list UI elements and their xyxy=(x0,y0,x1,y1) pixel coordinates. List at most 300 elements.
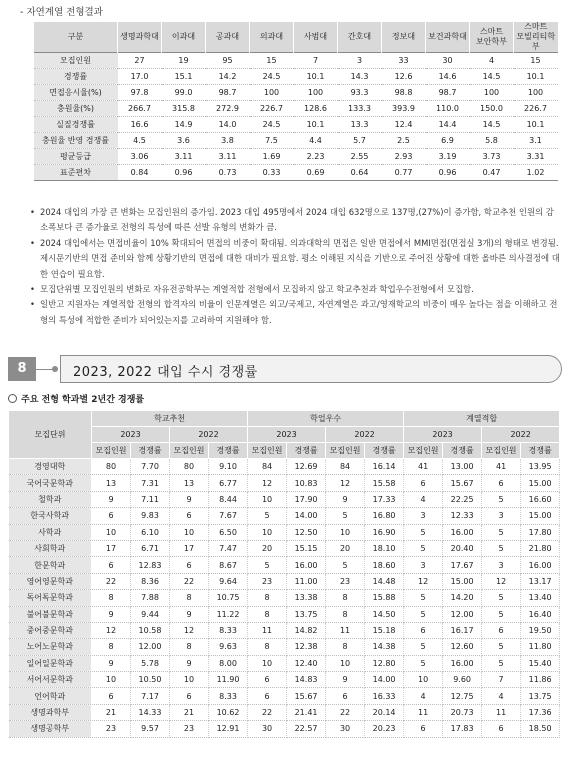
table-cell: 7 xyxy=(482,672,521,688)
table-cell: 13.40 xyxy=(521,590,560,606)
table-row xyxy=(9,491,560,507)
table-cell: 14.5 xyxy=(470,69,514,85)
table-cell: 98.7 xyxy=(426,85,470,101)
table-row xyxy=(34,149,558,165)
table-cell: 15 xyxy=(250,53,294,69)
table-cell: 16.00 xyxy=(443,655,482,671)
table-cell: 18.60 xyxy=(365,557,404,573)
table-cell: 17.0 xyxy=(118,69,162,85)
table-cell: 14.0 xyxy=(206,117,250,133)
table-row xyxy=(9,524,560,540)
table-cell: 12 xyxy=(170,622,209,638)
table-cell: 10.83 xyxy=(287,475,326,491)
notes-list xyxy=(30,205,560,328)
table-cell: 12 xyxy=(482,573,521,589)
year-header-row xyxy=(9,427,560,443)
table-cell: 14.82 xyxy=(287,622,326,638)
table-cell: 6.77 xyxy=(209,475,248,491)
table-cell: 11.80 xyxy=(521,639,560,655)
row-label: 한문학과 xyxy=(9,557,92,573)
table-cell: 13 xyxy=(170,475,209,491)
subcol-header: 경쟁률 xyxy=(521,443,560,459)
table-cell: 33 xyxy=(382,53,426,69)
table-cell: 16.90 xyxy=(365,524,404,540)
column-header: 공과대 xyxy=(206,22,250,53)
row-label: 국어국문학과 xyxy=(9,475,92,491)
row-label: 사학과 xyxy=(9,524,92,540)
table-cell: 97.8 xyxy=(118,85,162,101)
subheading-text: 주요 전형 학과별 2년간 경쟁률 xyxy=(21,395,145,405)
table-cell: 10.1 xyxy=(514,69,558,85)
subcol-header-row xyxy=(9,443,560,459)
table-cell: 6 xyxy=(170,557,209,573)
table-cell: 13.00 xyxy=(443,459,482,475)
table-cell: 5 xyxy=(404,639,443,655)
table-cell: 8 xyxy=(170,590,209,606)
table-cell: 14.3 xyxy=(338,69,382,85)
table-cell: 19 xyxy=(162,53,206,69)
table-cell: 2.23 xyxy=(294,149,338,165)
table-cell: 8.00 xyxy=(209,655,248,671)
table-cell: 7.88 xyxy=(131,590,170,606)
column-header: 간호대 xyxy=(338,22,382,53)
table-cell: 7.17 xyxy=(131,688,170,704)
table-cell: 0.84 xyxy=(118,165,162,181)
table-cell: 9.10 xyxy=(209,459,248,475)
table-cell: 5 xyxy=(482,540,521,556)
table-row xyxy=(34,69,558,85)
table-cell: 5 xyxy=(248,557,287,573)
table-cell: 18.10 xyxy=(365,540,404,556)
row-label: 노어노문학과 xyxy=(9,639,92,655)
subcol-header: 경쟁률 xyxy=(131,443,170,459)
banner-dot-icon xyxy=(52,366,58,372)
table-cell: 13.3 xyxy=(338,117,382,133)
table-cell: 3.8 xyxy=(206,133,250,149)
subcol-header: 경쟁률 xyxy=(365,443,404,459)
table-cell: 150.0 xyxy=(470,101,514,117)
table-cell: 23 xyxy=(170,721,209,737)
circle-bullet-icon xyxy=(8,394,17,403)
table-cell: 30 xyxy=(426,53,470,69)
table-cell: 4.5 xyxy=(118,133,162,149)
table-cell: 8 xyxy=(248,639,287,655)
table-cell: 5 xyxy=(404,590,443,606)
table-cell: 5 xyxy=(482,606,521,622)
note-item xyxy=(30,282,560,297)
table-cell: 3 xyxy=(404,557,443,573)
table-cell: 15.1 xyxy=(162,69,206,85)
table-cell: 8.36 xyxy=(131,573,170,589)
table-cell: 22 xyxy=(326,704,365,720)
table-cell: 13 xyxy=(92,475,131,491)
table-cell: 266.7 xyxy=(118,101,162,117)
table-cell: 9.83 xyxy=(131,508,170,524)
table-cell: 15.00 xyxy=(521,508,560,524)
table-cell: 11 xyxy=(248,622,287,638)
year-header: 2022 xyxy=(326,427,404,443)
table-cell: 16.00 xyxy=(443,524,482,540)
table-row xyxy=(34,165,558,181)
table-cell: 14.5 xyxy=(470,117,514,133)
table-cell: 5 xyxy=(404,524,443,540)
table-cell: 10.1 xyxy=(514,117,558,133)
table-cell: 20.14 xyxy=(365,704,404,720)
table-cell: 3.31 xyxy=(514,149,558,165)
row-label: 실질경쟁률 xyxy=(34,117,118,133)
table-cell: 11.22 xyxy=(209,606,248,622)
table-cell: 15.67 xyxy=(287,688,326,704)
table-cell: 21.41 xyxy=(287,704,326,720)
section-heading: - 자연계열 전형결과 xyxy=(20,7,103,18)
table-cell: 2.55 xyxy=(338,149,382,165)
section-banner xyxy=(8,355,560,383)
table-cell: 16.40 xyxy=(521,606,560,622)
banner-box xyxy=(60,355,562,383)
table-cell: 3.19 xyxy=(426,149,470,165)
table-cell: 7.70 xyxy=(131,459,170,475)
table-cell: 5 xyxy=(482,524,521,540)
table-cell: 8.33 xyxy=(209,688,248,704)
subcol-header: 모집인원 xyxy=(170,443,209,459)
table-cell: 9.60 xyxy=(443,672,482,688)
table-cell: 19.50 xyxy=(521,622,560,638)
table-cell: 6 xyxy=(482,622,521,638)
table-cell: 23 xyxy=(248,573,287,589)
admission-results-table xyxy=(33,22,558,181)
note-item xyxy=(30,297,560,328)
table-cell: 10.75 xyxy=(209,590,248,606)
table-cell: 1.02 xyxy=(514,165,558,181)
table-cell: 100 xyxy=(514,85,558,101)
year-header: 2022 xyxy=(482,427,560,443)
table-cell: 5.78 xyxy=(131,655,170,671)
table-cell: 8 xyxy=(92,590,131,606)
note-text: 2024 대입의 가장 큰 변화는 모집인원의 증가임. 2023 대입 495명에서 2024 대입 632명으로 137명,(27%)이 증가함, 학교추천 인원의 감소폭보다 큰 증가율로 전형의 특성에 따른 선발 유형의 변화가 큼. xyxy=(40,207,554,233)
table-cell: 4 xyxy=(404,688,443,704)
table-row xyxy=(34,117,558,133)
table-cell: 10.1 xyxy=(294,69,338,85)
table-cell: 4 xyxy=(470,53,514,69)
table-cell: 15.67 xyxy=(443,475,482,491)
table-cell: 10.62 xyxy=(209,704,248,720)
row-label: 한국사학과 xyxy=(9,508,92,524)
table-cell: 6 xyxy=(404,721,443,737)
table-cell: 13.75 xyxy=(287,606,326,622)
note-item xyxy=(30,205,560,236)
table-cell: 10 xyxy=(170,524,209,540)
table-cell: 3 xyxy=(338,53,382,69)
table-cell: 3 xyxy=(482,508,521,524)
table-cell: 5 xyxy=(404,606,443,622)
table-row xyxy=(9,540,560,556)
table-cell: 2.5 xyxy=(382,133,426,149)
row-label: 경영대학 xyxy=(9,459,92,475)
table-cell: 5 xyxy=(482,655,521,671)
table-cell: 12.33 xyxy=(443,508,482,524)
row-label: 모집인원 xyxy=(34,53,118,69)
table-cell: 9 xyxy=(326,491,365,507)
table-cell: 9.63 xyxy=(209,639,248,655)
table-cell: 14.50 xyxy=(365,606,404,622)
table-cell: 16.80 xyxy=(365,508,404,524)
table-cell: 8.44 xyxy=(209,491,248,507)
table-cell: 98.7 xyxy=(206,85,250,101)
table-cell: 10 xyxy=(326,655,365,671)
table-cell: 7.11 xyxy=(131,491,170,507)
table-cell: 5 xyxy=(482,639,521,655)
table-cell: 5 xyxy=(404,540,443,556)
table-cell: 0.69 xyxy=(294,165,338,181)
table-cell: 20.40 xyxy=(443,540,482,556)
table-cell: 8.67 xyxy=(209,557,248,573)
table-cell: 6 xyxy=(92,688,131,704)
table-cell: 20.23 xyxy=(365,721,404,737)
table-cell: 15 xyxy=(514,53,558,69)
table-cell: 5 xyxy=(482,491,521,507)
table-cell: 16.17 xyxy=(443,622,482,638)
table-cell: 0.96 xyxy=(162,165,206,181)
row-label: 표준편차 xyxy=(34,165,118,181)
table-cell: 8 xyxy=(248,590,287,606)
table-cell: 9 xyxy=(92,606,131,622)
subcol-header: 모집인원 xyxy=(404,443,443,459)
table-row xyxy=(9,655,560,671)
row-label: 경쟁률 xyxy=(34,69,118,85)
group-header: 학업우수 xyxy=(248,411,404,427)
table-cell: 4 xyxy=(482,688,521,704)
table-cell: 10.58 xyxy=(131,622,170,638)
section-title: 2023, 2022 대입 수시 경쟁률 xyxy=(73,365,258,380)
note-text: 2024 대입에서는 면접비율이 10% 확대되어 면접의 비중이 확대됨. 의과대학의 면접은 일반 면접에서 MMI면접(면접실 3개)의 형태로 변경됨. 제시문기반의 면접 준비와 함께 상황기반의 면접에 대한 대비가 필요함. 평소 이해된 지식을 기반으로 주어진 상황에 대한 올바른 의사결정에 대한 연습이 필요함. xyxy=(40,237,560,279)
table-cell: 6.10 xyxy=(131,524,170,540)
table-cell: 10 xyxy=(170,672,209,688)
table-cell: 22.25 xyxy=(443,491,482,507)
table-cell: 8 xyxy=(248,606,287,622)
row-label: 불어불문학과 xyxy=(9,606,92,622)
table-cell: 133.3 xyxy=(338,101,382,117)
row-label: 언어학과 xyxy=(9,688,92,704)
table-cell: 15.58 xyxy=(365,475,404,491)
table-cell: 17.33 xyxy=(365,491,404,507)
table-cell: 0.96 xyxy=(426,165,470,181)
table-cell: 3.6 xyxy=(162,133,206,149)
table-cell: 80 xyxy=(170,459,209,475)
table-cell: 8 xyxy=(326,590,365,606)
table-cell: 21 xyxy=(170,704,209,720)
row-label: 평균등급 xyxy=(34,149,118,165)
table-cell: 12 xyxy=(248,475,287,491)
table-cell: 10 xyxy=(248,655,287,671)
table-cell: 100 xyxy=(294,85,338,101)
table-cell: 3.73 xyxy=(470,149,514,165)
table-cell: 27 xyxy=(118,53,162,69)
table-row xyxy=(34,85,558,101)
year-header: 2023 xyxy=(248,427,326,443)
table-cell: 11 xyxy=(482,704,521,720)
table-cell: 14.20 xyxy=(443,590,482,606)
table-cell: 12.4 xyxy=(382,117,426,133)
table-cell: 14.38 xyxy=(365,639,404,655)
table-cell: 12.69 xyxy=(287,459,326,475)
table-cell: 9 xyxy=(170,491,209,507)
table-cell: 5 xyxy=(404,655,443,671)
table-row xyxy=(9,590,560,606)
competition-rate-table xyxy=(8,410,560,738)
table-cell: 11.90 xyxy=(209,672,248,688)
table-cell: 10 xyxy=(326,524,365,540)
table-cell: 12.38 xyxy=(287,639,326,655)
table-cell: 30 xyxy=(248,721,287,737)
table-cell: 3 xyxy=(404,508,443,524)
table-cell: 16.60 xyxy=(521,491,560,507)
table-cell: 0.47 xyxy=(470,165,514,181)
column-header: 보건과학대 xyxy=(426,22,470,53)
column-header: 정보대 xyxy=(382,22,426,53)
row-label: 생명공학부 xyxy=(9,721,92,737)
table-cell: 10 xyxy=(92,672,131,688)
table-cell: 21 xyxy=(92,704,131,720)
table-cell: 1.69 xyxy=(250,149,294,165)
table-row xyxy=(34,133,558,149)
table-cell: 6 xyxy=(170,688,209,704)
table-cell: 128.6 xyxy=(294,101,338,117)
table-cell: 15.18 xyxy=(365,622,404,638)
row-label: 면접응시율(%) xyxy=(34,85,118,101)
table-cell: 22 xyxy=(92,573,131,589)
table-cell: 3.11 xyxy=(162,149,206,165)
table-cell: 21.80 xyxy=(521,540,560,556)
table-row xyxy=(9,704,560,720)
table-cell: 23 xyxy=(92,721,131,737)
table-cell: 100 xyxy=(250,85,294,101)
table-cell: 22 xyxy=(248,704,287,720)
row-label: 철학과 xyxy=(9,491,92,507)
table-cell: 7.5 xyxy=(250,133,294,149)
table-row xyxy=(34,53,558,69)
note-item xyxy=(30,236,560,282)
section-number: 8 xyxy=(8,357,36,381)
table-cell: 9 xyxy=(326,672,365,688)
table-cell: 14.4 xyxy=(426,117,470,133)
table-cell: 20 xyxy=(248,540,287,556)
subcol-header: 모집인원 xyxy=(92,443,131,459)
table-cell: 22.57 xyxy=(287,721,326,737)
table-cell: 12.6 xyxy=(382,69,426,85)
row-label: 서어서문학과 xyxy=(9,672,92,688)
group-header: 계열적합 xyxy=(404,411,560,427)
row-label: 사회학과 xyxy=(9,540,92,556)
bullet-icon: • xyxy=(30,207,35,217)
table-cell: 14.00 xyxy=(365,672,404,688)
table-cell: 10 xyxy=(404,672,443,688)
table-cell: 5 xyxy=(326,557,365,573)
table-cell: 9 xyxy=(170,606,209,622)
table-cell: 13.95 xyxy=(521,459,560,475)
table-cell: 11 xyxy=(404,704,443,720)
subcol-header: 모집인원 xyxy=(248,443,287,459)
table-cell: 17.80 xyxy=(521,524,560,540)
table-row xyxy=(9,459,560,475)
table-cell: 12.83 xyxy=(131,557,170,573)
table-cell: 84 xyxy=(326,459,365,475)
table-cell: 8 xyxy=(326,606,365,622)
table-cell: 15.00 xyxy=(521,475,560,491)
table-cell: 10.50 xyxy=(131,672,170,688)
table-cell: 0.77 xyxy=(382,165,426,181)
table-cell: 13.75 xyxy=(521,688,560,704)
table-cell: 17.83 xyxy=(443,721,482,737)
table-cell: 24.5 xyxy=(250,117,294,133)
table-cell: 22 xyxy=(170,573,209,589)
table-cell: 0.64 xyxy=(338,165,382,181)
table-cell: 41 xyxy=(404,459,443,475)
table-cell: 14.48 xyxy=(365,573,404,589)
table-cell: 17.36 xyxy=(521,704,560,720)
group-header-row xyxy=(9,411,560,427)
column-header: 생명과학대 xyxy=(118,22,162,53)
bullet-icon: • xyxy=(30,299,35,310)
table-cell: 6 xyxy=(92,557,131,573)
table-cell: 7 xyxy=(294,53,338,69)
table-row xyxy=(9,573,560,589)
note-text: 모집단위별 모집인원의 변화로 자유전공학부는 계열적합 전형에서 모집하지 않고 학교추천과 학업우수전형에서 모집함. xyxy=(40,284,474,295)
column-header: 스마트 모빌리티학부 xyxy=(514,22,558,53)
table-cell: 9 xyxy=(170,655,209,671)
table-cell: 3.06 xyxy=(118,149,162,165)
table-cell: 9.64 xyxy=(209,573,248,589)
table-cell: 30 xyxy=(326,721,365,737)
table-row xyxy=(9,672,560,688)
table-cell: 8 xyxy=(170,639,209,655)
table-cell: 7.31 xyxy=(131,475,170,491)
table-cell: 4.4 xyxy=(294,133,338,149)
table-header xyxy=(9,411,560,459)
table-cell: 12.75 xyxy=(443,688,482,704)
table-cell: 315.8 xyxy=(162,101,206,117)
table-cell: 10 xyxy=(92,524,131,540)
table-cell: 393.9 xyxy=(382,101,426,117)
table-cell: 15.00 xyxy=(443,573,482,589)
bullet-icon: • xyxy=(30,284,35,295)
table-cell: 6 xyxy=(248,688,287,704)
table-cell: 9 xyxy=(92,655,131,671)
table-cell: 12.00 xyxy=(131,639,170,655)
table-cell: 6 xyxy=(170,508,209,524)
table-cell: 9.44 xyxy=(131,606,170,622)
table-cell: 7.47 xyxy=(209,540,248,556)
table-cell: 15.15 xyxy=(287,540,326,556)
table-cell: 12.50 xyxy=(287,524,326,540)
table-cell: 12.80 xyxy=(365,655,404,671)
table-cell: 14.00 xyxy=(287,508,326,524)
table-cell: 6.50 xyxy=(209,524,248,540)
table-cell: 13.38 xyxy=(287,590,326,606)
table-cell: 99.0 xyxy=(162,85,206,101)
table-cell: 11.86 xyxy=(521,672,560,688)
table-row xyxy=(34,101,558,117)
table-cell: 5.8 xyxy=(470,133,514,149)
table-cell: 17 xyxy=(92,540,131,556)
table-cell: 6 xyxy=(404,622,443,638)
table-body xyxy=(34,53,558,181)
table-cell: 10 xyxy=(248,524,287,540)
subheading xyxy=(8,392,144,405)
table-cell: 272.9 xyxy=(206,101,250,117)
table-cell: 14.83 xyxy=(287,672,326,688)
table-cell: 12.00 xyxy=(443,606,482,622)
unit-header: 모집단위 xyxy=(9,411,92,459)
